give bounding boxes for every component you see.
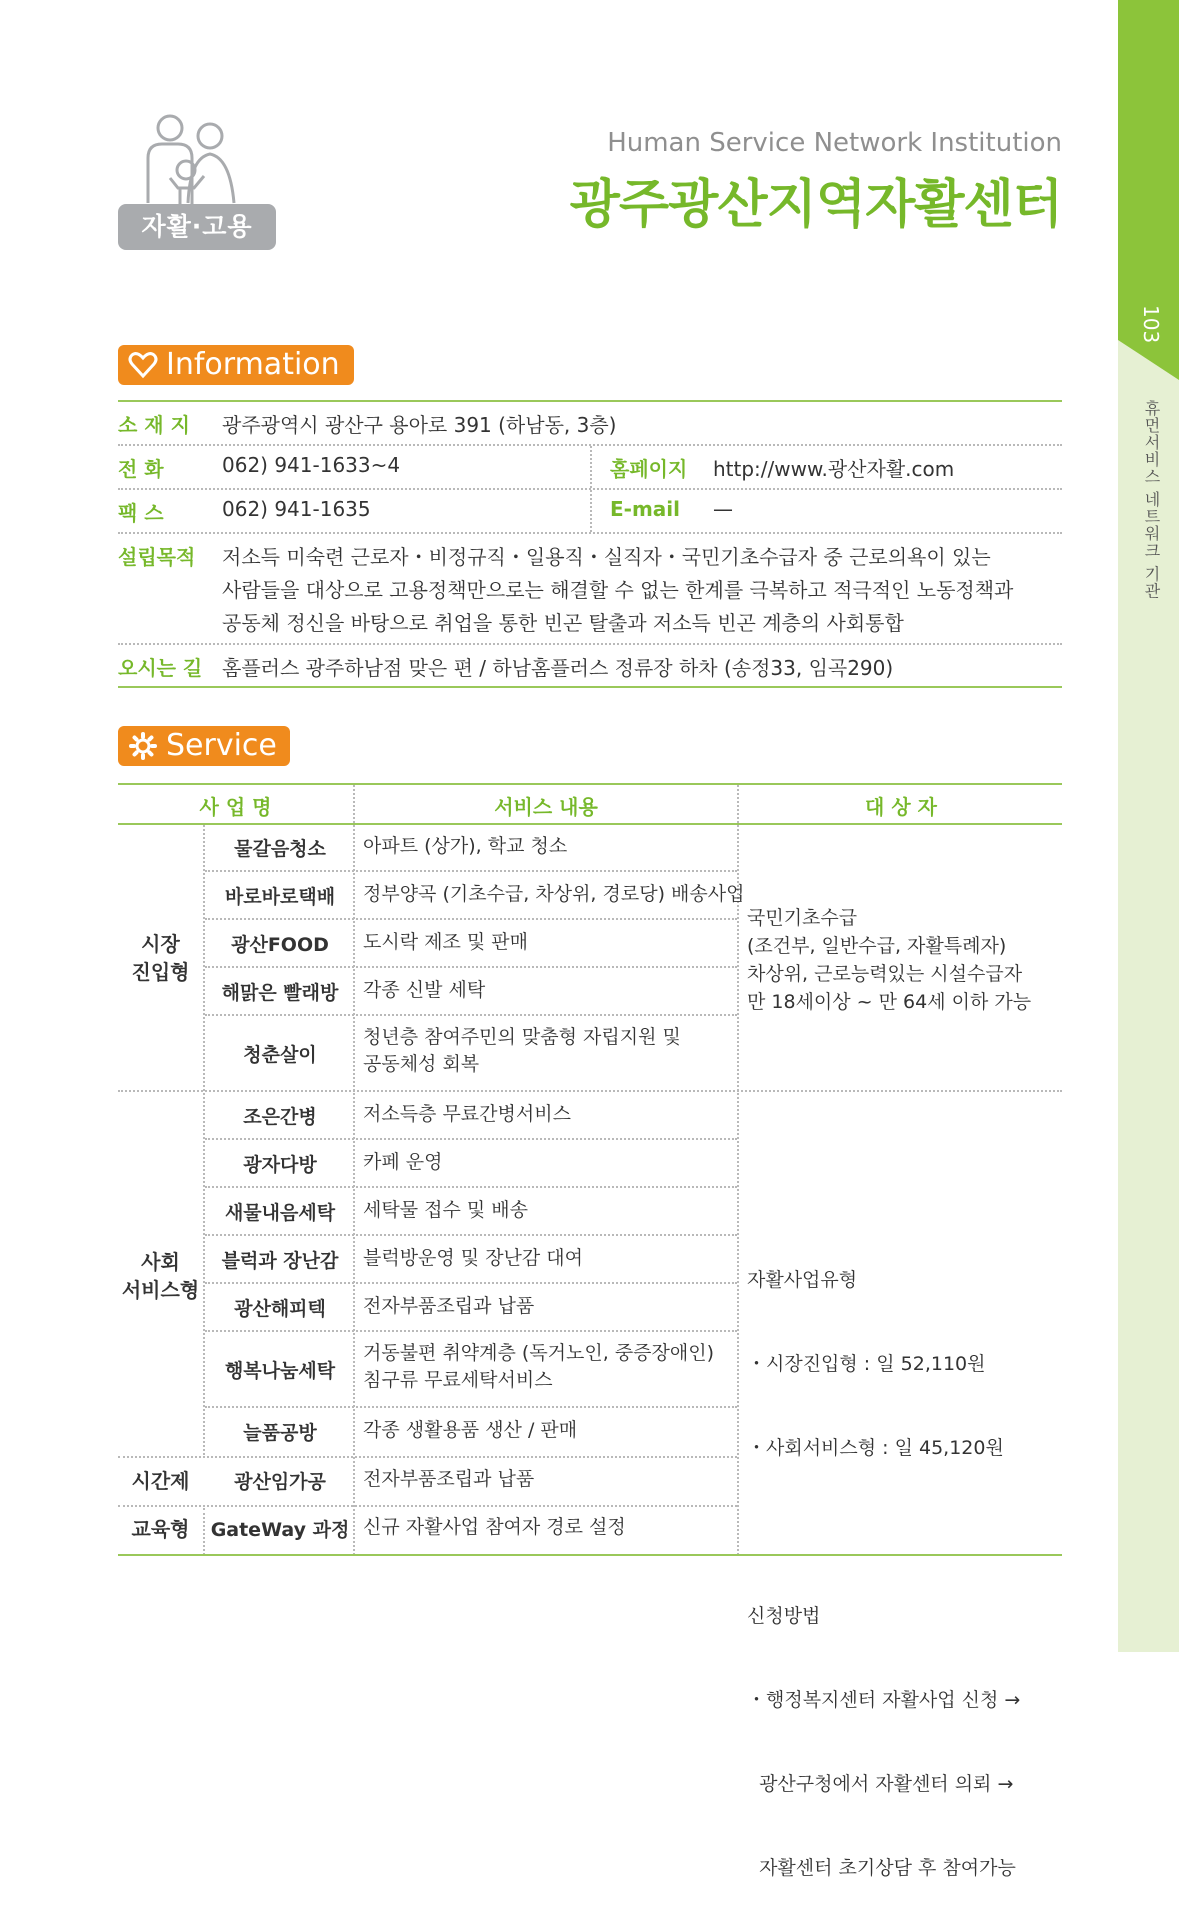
business-name: 광산해피텍 <box>234 1298 326 1320</box>
english-title: Human Service Network Institution <box>607 128 1062 158</box>
phone-label: 전 화 <box>118 457 164 481</box>
row-divider <box>205 1186 737 1188</box>
business-name: 해맑은 빨래방 <box>221 982 339 1004</box>
address-label: 소 재 지 <box>118 413 190 437</box>
purpose-line: 사람들을 대상으로 고용정책만으로는 해결할 수 없는 한계를 극복하고 적극적인 노동정책과 <box>222 578 1014 602</box>
service-content: 세탁물 접수 및 배송 <box>363 1199 528 1221</box>
service-content: 아파트 (상가), 학교 청소 <box>363 835 568 857</box>
group-label: 사회 서비스형 <box>121 1250 200 1302</box>
homepage-link[interactable]: http://www.광산자활.com <box>713 457 955 481</box>
table-header-rule <box>118 823 1062 825</box>
business-name: 광산FOOD <box>231 934 329 956</box>
gear-icon <box>128 732 158 760</box>
divider <box>118 532 1062 534</box>
row-divider <box>205 966 737 968</box>
address-value: 광주광역시 광산구 용아로 391 (하남동, 3층) <box>222 413 617 437</box>
service-content: 전자부품조립과 납품 <box>363 1468 535 1490</box>
row-divider <box>205 1330 737 1332</box>
korean-title: 광주광산지역자활센터 <box>569 175 1062 235</box>
information-title: Information <box>166 347 340 382</box>
email-label: E-mail <box>610 497 681 521</box>
business-name: 광산임가공 <box>234 1471 326 1493</box>
business-name: 광자다방 <box>243 1154 317 1176</box>
service-content: 거동불편 취약계층 (독거노인, 중증장애인) 침구류 무료세탁서비스 <box>363 1342 715 1391</box>
heart-icon <box>128 351 158 379</box>
business-name: 새물내음세탁 <box>224 1202 336 1224</box>
row-divider <box>205 1014 737 1016</box>
business-name: 조은간병 <box>243 1106 317 1128</box>
row-divider <box>205 1406 737 1408</box>
business-name: 늘품공방 <box>243 1422 317 1444</box>
divider <box>118 643 1062 645</box>
group-label: 시장 진입형 <box>131 932 190 984</box>
service-content: 청년층 참여주민의 맞춤형 자립지원 및 공동체성 회복 <box>363 1026 681 1075</box>
service-section-header <box>118 726 290 766</box>
row-divider <box>205 870 737 872</box>
purpose-label: 설립목적 <box>118 545 196 569</box>
target-market-entry: 국민기초수급 (조건부, 일반수급, 자활특례자) 차상위, 근로능력있는 시설수급자 만 18세이상 ~ 만 64세 이하 가능 <box>747 907 1032 1013</box>
service-content: 신규 자활사업 참여자 경로 설정 <box>363 1516 626 1538</box>
divider <box>118 400 1062 402</box>
row-divider <box>205 1138 737 1140</box>
service-title: Service <box>166 728 277 763</box>
email-value: — <box>713 497 733 521</box>
col-header-content: 서비스 내용 <box>494 795 598 819</box>
homepage-label: 홈페이지 <box>610 457 688 481</box>
directions-label: 오시는 길 <box>118 656 203 680</box>
directions-value: 홈플러스 광주하남점 맞은 편 / 하남홈플러스 정류장 하차 (송정33, 임곡290) <box>222 656 894 680</box>
service-content: 각종 생활용품 생산 / 판매 <box>363 1419 578 1441</box>
group-label: 시간제 <box>131 1469 190 1493</box>
column-divider <box>353 785 355 1555</box>
service-content: 정부양곡 (기초수급, 차상위, 경로당) 배송사업 <box>363 883 745 905</box>
service-content: 도시락 제조 및 판매 <box>363 931 528 953</box>
business-name: 행복나눔세탁 <box>224 1360 336 1382</box>
information-section-header <box>118 345 354 385</box>
col-header-business: 사 업 명 <box>199 795 272 819</box>
divider <box>118 488 1062 490</box>
col-header-target: 대 상 자 <box>865 795 937 819</box>
target-general: 자활사업유형 ・시장진입형 : 일 52,110원 ・사회서비스형 : 일 45,120원 신청방법 ・행정복지센터 자활사업 신청 → 광산구청에서 자활센터 의뢰 → 자활센터 초기상담 후 참여가능 <box>747 1269 1021 1879</box>
business-name: 청춘살이 <box>243 1044 317 1066</box>
service-content: 각종 신발 세탁 <box>363 979 486 1001</box>
group-label: 교육형 <box>131 1517 190 1541</box>
fax-value: 062) 941-1635 <box>222 497 371 521</box>
table-top-rule <box>118 783 1062 785</box>
fax-label: 팩 스 <box>118 501 164 525</box>
business-name: 블럭과 장난감 <box>221 1250 339 1272</box>
category-badge: 자활·고용 <box>118 204 276 250</box>
column-divider <box>203 1508 205 1555</box>
row-divider <box>205 1234 737 1236</box>
service-content: 카페 운영 <box>363 1151 443 1173</box>
group-divider <box>118 1456 737 1458</box>
divider <box>118 686 1062 688</box>
row-divider <box>205 1282 737 1284</box>
business-name: GateWay 과정 <box>210 1519 350 1541</box>
side-tab-corner <box>1118 340 1179 380</box>
group-divider <box>118 1090 1062 1092</box>
service-content: 블럭방운영 및 장난감 대여 <box>363 1247 584 1269</box>
page-number: 103 <box>1139 305 1163 344</box>
purpose-line: 저소득 미숙련 근로자・비정규직・일용직・실직자・국민기초수급자 중 근로의욕이 있는 <box>222 545 991 569</box>
service-content: 전자부품조립과 납품 <box>363 1295 535 1317</box>
purpose-line: 공동체 정신을 바탕으로 취업을 통한 빈곤 탈출과 저소득 빈곤 계층의 사회통합 <box>222 611 904 635</box>
business-name: 물갈음청소 <box>234 838 326 860</box>
group-divider <box>118 1505 737 1507</box>
purpose-text <box>222 541 1062 640</box>
service-content: 저소득층 무료간병서비스 <box>363 1103 571 1125</box>
phone-value: 062) 941-1633~4 <box>222 453 401 477</box>
row-divider <box>205 918 737 920</box>
side-label: 휴먼서비스 네트워크 기관 <box>1142 400 1161 600</box>
business-name: 바로바로택배 <box>224 886 336 908</box>
